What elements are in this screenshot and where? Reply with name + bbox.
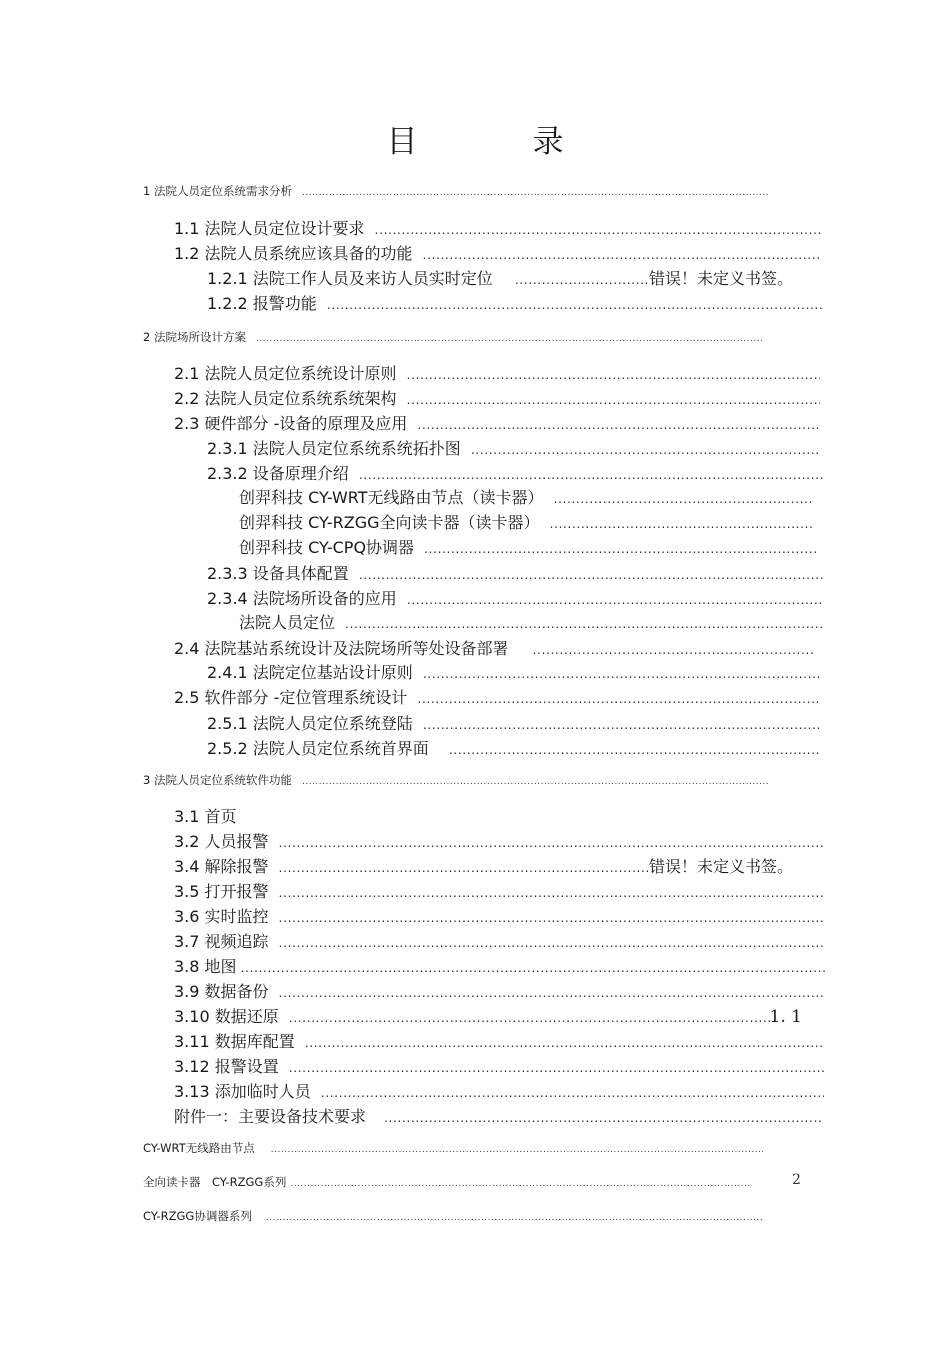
toc-entry[interactable] [207, 561, 824, 584]
toc-entry[interactable] [174, 241, 820, 264]
toc-leader [302, 188, 768, 198]
toc-label: 3.8 地图 [174, 957, 237, 976]
toc-entry[interactable] [143, 1140, 763, 1156]
toc-entry[interactable] [239, 610, 822, 633]
toc-label: 2.4 法院基站系统设计及法院场所等处设备部署 [174, 639, 509, 658]
toc-entry[interactable] [143, 329, 763, 345]
toc-label: 创羿科技 CY-RZGG全向读卡器（读卡器） [239, 513, 540, 532]
toc-entry[interactable] [174, 804, 274, 827]
toc-leader [407, 367, 820, 382]
toc-entry[interactable] [207, 586, 822, 609]
toc-leader [515, 272, 649, 287]
toc-label: 3 法院人员定位系统软件功能 [143, 773, 292, 787]
toc-leader [345, 616, 822, 631]
toc-entry[interactable] [174, 411, 820, 434]
toc-entry[interactable] [174, 685, 818, 708]
toc-label: 附件一：主要设备技术要求 [174, 1107, 367, 1126]
toc-entry[interactable] [174, 1004, 802, 1027]
toc-leader [471, 442, 820, 457]
toc-label: 3.2 人员报警 [174, 832, 269, 851]
toc-entry[interactable] [207, 660, 820, 683]
toc-entry[interactable] [239, 535, 818, 558]
toc-entry[interactable] [174, 879, 824, 902]
toc-entry[interactable] [207, 461, 824, 484]
toc-page: 1. 1 [769, 1007, 802, 1027]
toc-label: 3.13 添加临时人员 [174, 1082, 311, 1101]
toc-leader [423, 247, 820, 262]
toc-label: 2.5.2 法院人员定位系统首界面 [207, 739, 429, 758]
toc-entry[interactable] [143, 1208, 763, 1224]
toc-entry[interactable] [174, 979, 824, 1002]
toc-label: 1.1 法院人员定位设计要求 [174, 219, 365, 238]
toc-entry[interactable] [143, 772, 768, 788]
toc-entry[interactable] [174, 1104, 822, 1127]
toc-entry[interactable] [174, 829, 824, 852]
toc-leader [279, 985, 824, 1000]
toc-leader [533, 642, 814, 657]
toc-leader [423, 666, 820, 681]
toc-leader [327, 297, 824, 312]
toc-leader [241, 960, 826, 975]
toc-leader [417, 691, 818, 706]
toc-label: 2.5 软件部分 -定位管理系统设计 [174, 688, 408, 707]
toc-leader [271, 1145, 763, 1155]
toc-label: CY-RZGG协调器系列 [143, 1209, 252, 1223]
toc-leader [290, 1179, 750, 1189]
toc-leader [321, 1085, 824, 1100]
toc-label: 1.2.1 法院工作人员及来访人员实时定位 [207, 269, 493, 288]
toc-label: 2.1 法院人员定位系统设计原则 [174, 364, 397, 383]
toc-entry[interactable] [174, 854, 793, 877]
page-title: 目 录 [386, 124, 606, 160]
toc-label: 3.4 解除报警 [174, 857, 269, 876]
toc-leader [449, 742, 820, 757]
toc-label: 3.10 数据还原 [174, 1007, 279, 1026]
toc-label: CY-WRT无线路由节点 [143, 1141, 255, 1155]
toc-entry[interactable] [143, 183, 768, 199]
toc-label: 3.6 实时监控 [174, 907, 269, 926]
toc-label: 全向读卡器 CY-RZGG系列 [143, 1175, 287, 1189]
toc-label: 3.5 打开报警 [174, 882, 269, 901]
toc-leader [359, 567, 824, 582]
toc-label: 2.3.1 法院人员定位系统系统拓扑图 [207, 439, 461, 458]
toc-entry[interactable] [207, 736, 820, 759]
toc-leader [424, 541, 818, 556]
toc-leader [279, 860, 649, 875]
toc-label: 2 法院场所设计方案 [143, 330, 246, 344]
toc-leader [550, 516, 813, 531]
toc-label: 2.3.4 法院场所设备的应用 [207, 589, 397, 608]
toc-entry[interactable] [174, 954, 826, 977]
toc-entry[interactable] [174, 1054, 824, 1077]
toc-entry[interactable] [239, 510, 813, 533]
toc-label: 2.3.2 设备原理介绍 [207, 464, 349, 483]
toc-leader [305, 1035, 824, 1050]
toc-leader [266, 1213, 763, 1223]
toc-label: 法院人员定位 [239, 613, 336, 632]
toc-leader [359, 467, 824, 482]
toc-label: 2.4.1 法院定位基站设计原则 [207, 663, 413, 682]
toc-leader [375, 222, 822, 237]
toc-label: 3.9 数据备份 [174, 982, 269, 1001]
toc-leader [279, 910, 824, 925]
toc-leader [289, 1060, 824, 1075]
toc-entry[interactable] [207, 291, 824, 314]
toc-label: 3.1 首页 [174, 807, 237, 826]
toc-entry[interactable] [174, 1029, 824, 1052]
toc-page: 错误！未定义书签。 [648, 857, 793, 876]
toc-entry[interactable] [174, 904, 824, 927]
toc-label: 3.11 数据库配置 [174, 1032, 295, 1051]
toc-entry[interactable] [207, 266, 793, 289]
toc-entry[interactable] [174, 636, 814, 659]
toc-label: 1 法院人员定位系统需求分析 [143, 184, 292, 198]
toc-leader [279, 835, 824, 850]
toc-leader [384, 1110, 822, 1125]
toc-leader [289, 1010, 770, 1025]
toc-label: 创羿科技 CY-WRT无线路由节点（读卡器） [239, 488, 544, 507]
toc-entry[interactable] [174, 386, 820, 409]
toc-label: 1.2.2 报警功能 [207, 294, 317, 313]
toc-leader [407, 592, 822, 607]
toc-label: 3.7 视频追踪 [174, 932, 269, 951]
toc-label: 2.5.1 法院人员定位系统登陆 [207, 714, 413, 733]
toc-label: 1.2 法院人员系统应该具备的功能 [174, 244, 413, 263]
toc-leader [423, 717, 820, 732]
toc-leader [417, 417, 820, 432]
toc-label: 3.12 报警设置 [174, 1057, 279, 1076]
toc-label: 2.2 法院人员定位系统系统架构 [174, 389, 397, 408]
toc-entry[interactable] [143, 1174, 750, 1190]
toc-leader [256, 334, 763, 344]
toc-leader [302, 777, 768, 787]
toc-label: 创羿科技 CY-CPQ协调器 [239, 538, 415, 557]
toc-leader [279, 935, 824, 950]
toc-entry[interactable] [174, 361, 820, 384]
toc-leader [279, 885, 824, 900]
toc-entry[interactable] [239, 485, 813, 508]
toc-entry[interactable] [207, 436, 820, 459]
toc-page: 错误！未定义书签。 [648, 269, 793, 288]
toc-entry[interactable] [207, 711, 820, 734]
toc-leader [554, 491, 813, 506]
toc-entry[interactable] [174, 216, 822, 239]
toc-leader [407, 392, 820, 407]
page-number: 2 [792, 1172, 801, 1188]
toc-label: 2.3.3 设备具体配置 [207, 564, 349, 583]
toc-entry[interactable] [174, 929, 824, 952]
toc-entry[interactable] [174, 1079, 824, 1102]
toc-label: 2.3 硬件部分 -设备的原理及应用 [174, 414, 408, 433]
